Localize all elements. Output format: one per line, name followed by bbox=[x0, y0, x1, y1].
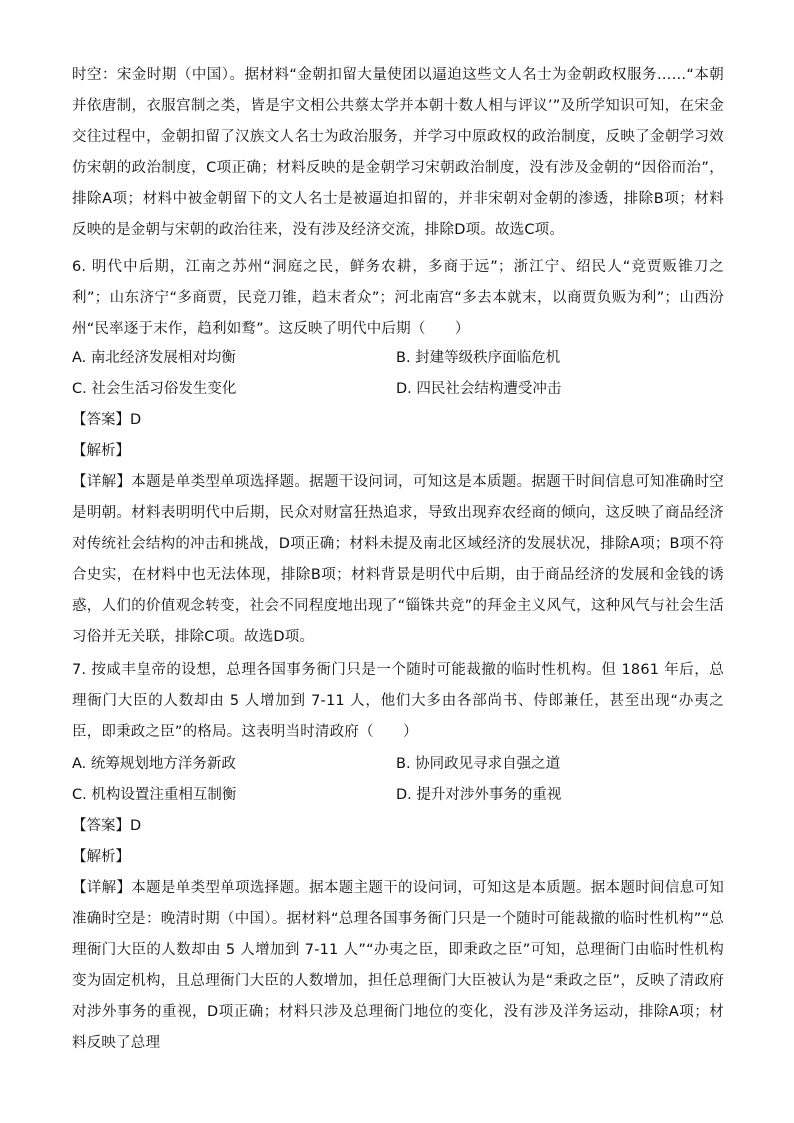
question-6-answer: 【答案】D bbox=[72, 412, 142, 428]
question-7-detail: 【详解】本题是单类型单项选择题。据本题主题干的设问词，可知这是本质题。据本题时间信息可知准确时空是：晚清时期（中国）。据材料“总理各国事务衙门只是一个随时可能裁撤的临时性机构”“总理衙门大臣的人数却由 5 人增加到 7-11 人”“办夷之臣，即秉政之臣”可知，总理衙门由临时性机构变为固定机构，且总理衙门大臣的人数增加，担任总理衙门大臣被认为是“秉政之臣”，反映了清政府对涉外事务的重视，D项正确；材料只涉及总理衙门地位的变化，没有涉及洋务运动，排除A项；材料反映了总理 bbox=[72, 880, 724, 1051]
question-6-stem: 6. 明代中后期，江南之苏州“洞庭之民，鲜务农耕，多商于远”；浙江宁、绍民人“竞贾贩锥刀之利”；山东济宁“多商贾，民竞刀锥，趋末者众”；河北南宫“多去本就末，以商贾负贩为利”；山西汾州“民率逐于末作，趋利如鹜”。这反映了明代中后期（ ） bbox=[72, 259, 724, 337]
question-6-detail: 【详解】本题是单类型单项选择题。据题干设问词，可知这是本质题。据题干时间信息可知准确时空是明朝。材料表明明代中后期，民众对财富狂热追求，导致出现弃农经商的倾向，这反映了商品经济对传统社会结构的冲击和挑战，D项正确；材料未提及南北区域经济的发展状况，排除A项；B项不符合史实，在材料中也无法体现，排除B项；材料背景是明代中后期，由于商品经济的发展和金钱的诱惑，人们的价值观念转变，社会不同程度地出现了“锱铢共竞”的拜金主义风气，这种风气与社会生活习俗并无关联，排除C项。故选D项。 bbox=[72, 474, 724, 645]
question-7-option-c: C. 机构设置注重相互制衡 bbox=[72, 787, 237, 803]
question-6-option-a: A. 南北经济发展相对均衡 bbox=[72, 350, 236, 366]
question-7-stem: 7. 按咸丰皇帝的设想，总理各国事务衙门只是一个随时可能裁撤的临时性机构。但 1861 年后，总理衙门大臣的人数却由 5 人增加到 7-11 人，他们大多由各部尚书、侍郎兼任，甚至出现“办夷之臣，即秉政之臣”的格局。这表明当时清政府（ ） bbox=[72, 662, 724, 740]
question-6-option-d: D. 四民社会结构遭受冲击 bbox=[396, 381, 562, 397]
explanation-paragraph-q5: 时空：宋金时期（中国）。据材料“金朝扣留大量使团以逼迫这些文人名士为金朝政权服务……“本朝并依唐制，衣服宫制之类，皆是宇文相公共蔡太学并本朝十数人相与评议’”及所学知识可知，在宋金交往过程中，金朝扣留了汉族文人名士为政治服务，并学习中原政权的政治制度，反映了金朝学习效仿宋朝的政治制度，C项正确；材料反映的是金朝学习宋朝政治制度，没有涉及金朝的“因俗而治”，排除A项；材料中被金朝留下的文人名士是被逼迫扣留的，并非宋朝对金朝的渗透，排除B项；材料反映的是金朝与宋朝的政治往来，没有涉及经济交流，排除D项。故选C项。 bbox=[72, 67, 724, 238]
question-7-option-b: B. 协同政见寻求自强之道 bbox=[396, 756, 561, 772]
question-7-answer: 【答案】D bbox=[72, 818, 142, 834]
question-7-analysis-label: 【解析】 bbox=[72, 849, 130, 865]
question-6-option-b: B. 封建等级秩序面临危机 bbox=[396, 350, 561, 366]
question-6-option-c: C. 社会生活习俗发生变化 bbox=[72, 381, 237, 397]
question-7-option-d: D. 提升对涉外事务的重视 bbox=[396, 787, 562, 803]
question-6-analysis-label: 【解析】 bbox=[72, 443, 130, 459]
question-7-option-a: A. 统筹规划地方洋务新政 bbox=[72, 756, 236, 772]
